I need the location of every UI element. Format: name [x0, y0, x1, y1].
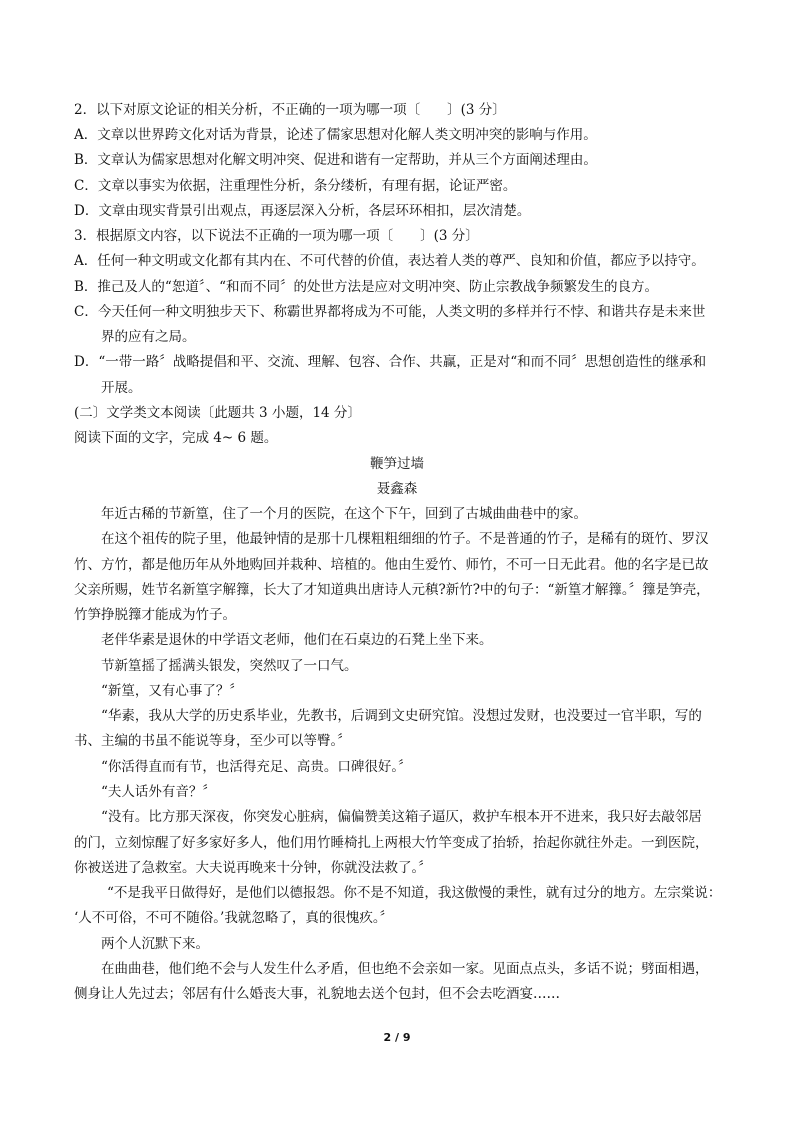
section-instruction: 阅读下面的文字，完成 4~ 6 题。 — [74, 430, 278, 446]
story-paragraph-line: “你活得直而有节，也活得充足、高贵。口碑很好。〞 — [101, 759, 412, 775]
story-paragraph-line: 老伴华素是退休的中学语文老师，他们在石桌边的石凳上坐下来。 — [101, 632, 493, 648]
question-2-option-b: B．文章认为儒家思想对化解文明冲突、促进和谐有一定帮助，并从三个方面阐述理由。 — [74, 152, 597, 168]
story-paragraph-line: “不是我平日做得好，是他们以德报怨。你不是不知道，我这傲慢的秉性，就有过分的地方。左宗棠说： — [107, 885, 722, 901]
story-paragraph-line: “新篁，又有心事了？〞 — [101, 683, 243, 699]
story-paragraph-line: “华素，我从大学的历史系毕业，先教书，后调到文史研究馆。没想过发财，也没要过一官半职，写的 — [101, 708, 702, 724]
story-paragraph-line: 两个人沉默下来。 — [101, 936, 209, 952]
story-paragraph-line: 你被送进了急救室。大夫说再晚来十分钟，你就没法救了。〞 — [74, 860, 432, 876]
question-2-option-a: A．文章以世界跨文化对话为背景，论述了儒家思想对化解人类文明冲突的影响与作用。 — [74, 127, 597, 143]
story-author: 聂鑫森 — [376, 481, 418, 497]
story-paragraph-line: ‘人不可俗，不可不随俗。’我就忽略了，真的很愧疚。〞 — [74, 910, 394, 926]
question-3-stem: 3．根据原文内容，以下说法不正确的一项为哪一项〔 〕(3 分〕 — [74, 228, 479, 244]
question-3-option-c: C．今天任何一种文明独步天下、称霸世界都将成为不可能，人类文明的多样并行不悖、和谐共存是未来世 — [74, 304, 706, 320]
question-2-option-d: D．文章由现实背景引出观点，再逐层深入分析，各层环环相扣，层次清楚。 — [74, 203, 531, 219]
question-3-option-d: D．“一带一路〞战略提倡和平、交流、理解、包容、合作、共赢，正是对“和而不同〞思想创造性的继承和 — [74, 354, 707, 370]
question-2-stem: 2．以下对原文论证的相关分析，不正确的一项为哪一项〔 〕(3 分〕 — [74, 102, 506, 118]
story-paragraph-line: 年近古稀的节新篁，住了一个月的医院，在这个下午，回到了古城曲曲巷中的家。 — [101, 506, 587, 522]
question-3-option-d-cont: 开展。 — [101, 380, 142, 396]
story-paragraph-line: 的门，立刻惊醒了好多家好多人，他们用竹睡椅扎上两根大竹竿变成了抬轿，抬起你就往外走。一到医院， — [74, 835, 709, 851]
page-number: 2 / 9 — [383, 1031, 411, 1044]
story-paragraph-line: 书、主编的书虽不能说等身，至少可以等臀。〞 — [74, 733, 351, 749]
section-heading: (二〕文学类文本阅读〔此题共 3 小题，14 分〕 — [74, 405, 361, 421]
question-3-option-a: A．任何一种文明或文化都有其内在、不可代替的价值，表达着人类的尊严、良知和价值，都应予以持守。 — [74, 253, 705, 269]
story-paragraph-line: 侧身让人先过去；邻居有什么婚丧大事，礼貌地去送个包封，但不会去吃酒宴…… — [74, 986, 560, 1002]
story-paragraph-line: 节新篁摇了摇满头银发，突然叹了一口气。 — [101, 658, 358, 674]
story-paragraph-line: 竹笋挣脱籜才能成为竹子。 — [74, 607, 236, 623]
question-3-option-c-cont: 界的应有之局。 — [101, 329, 196, 345]
question-2-option-c: C．文章以事实为依据，注重理性分析，条分缕析，有理有据，论证严密。 — [74, 178, 517, 194]
story-paragraph-line: “没有。比方那天深夜，你突发心脏病，偏偏赞美这箱子逼仄，救护车根本开不进来，我只好去敲邻居 — [101, 809, 702, 825]
story-title: 鞭笋过墙 — [370, 456, 424, 472]
story-paragraph-line: “夫人话外有音？〞 — [101, 784, 216, 800]
question-3-option-b: B．推己及人的“恕道〞、“和而不同〞的处世方法是应对文明冲突、防止宗教战争频繁发生的良方。 — [74, 279, 658, 295]
story-paragraph-line: 在曲曲巷，他们绝不会与人发生什么矛盾，但也绝不会亲如一家。见面点点头，多话不说；劈面相遇， — [101, 961, 709, 977]
story-paragraph-line: 竹、方竹，都是他历年从外地购回并栽种、培植的。他由生爱竹、师竹，不可一日无此君。他的名字是已故 — [74, 557, 709, 573]
story-paragraph-line: 父亲所赐，姓节名新篁字解籜，长大了才知道典出唐诗人元稹?新竹?中的句子：“新篁才解籜。〞籜是笋壳， — [74, 582, 710, 598]
story-paragraph-line: 在这个祖传的院子里，他最钟情的是那十几棵粗粗细细的竹子。不是普通的竹子，是稀有的斑竹、罗汉 — [101, 531, 709, 547]
